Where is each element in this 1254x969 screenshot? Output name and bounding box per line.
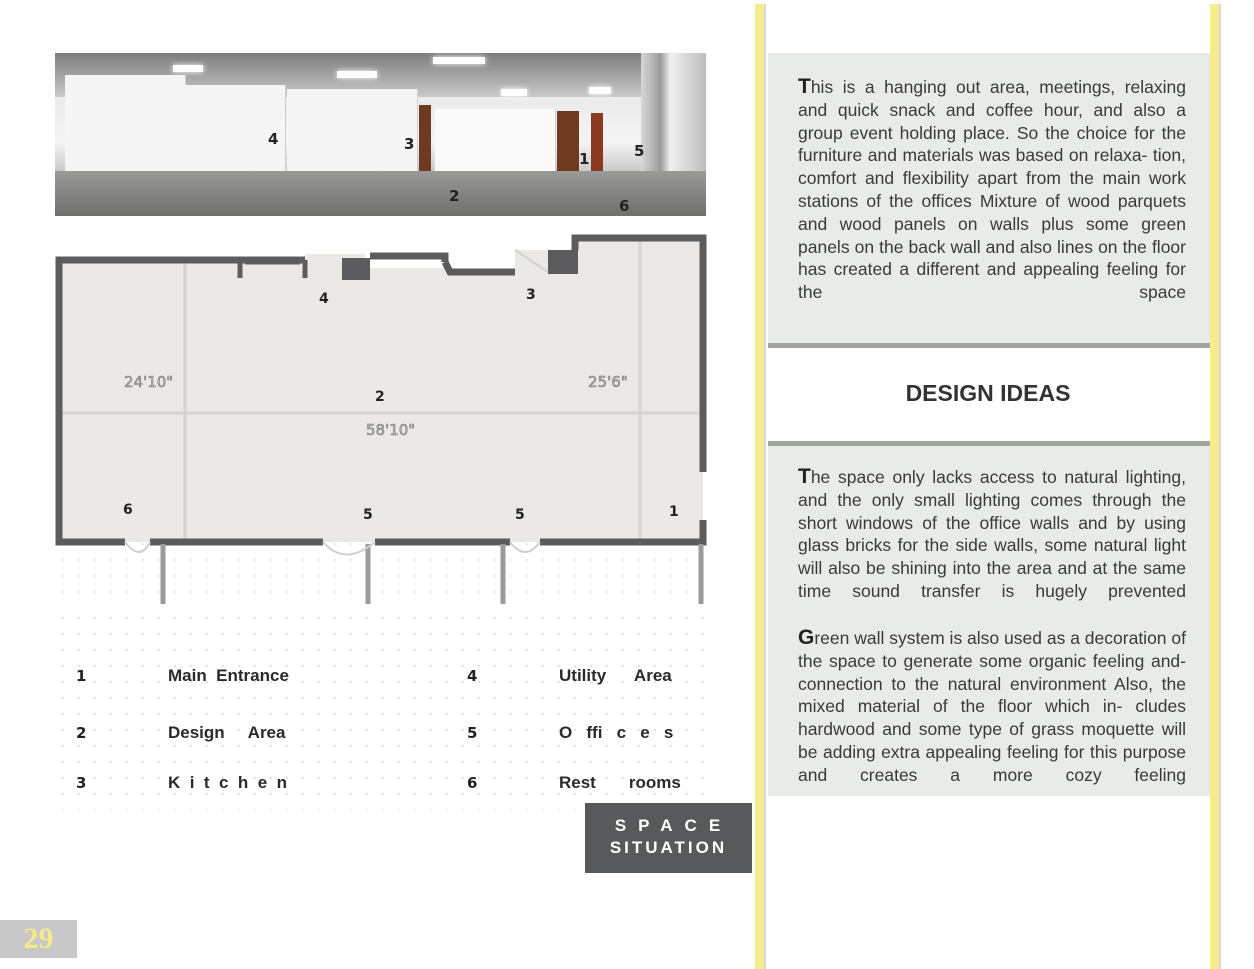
photo-label: 1 (579, 150, 590, 168)
idea-text: reen wall system is also used as a decoration of the space to generate some organic feeling and- connection to the natural environment Also, the mixed material of the floor which in- cludes hardwood and some type of grass moquette will be adding extra appealing feeling for this purpose and creates a more cozy feeling (798, 628, 1186, 785)
design-ideas-title: DESIGN IDEAS (905, 380, 1071, 406)
plan-label: 1 (669, 504, 679, 520)
ceiling-light (433, 57, 485, 64)
ceiling-light (501, 89, 527, 96)
plan-label: 2 (375, 389, 385, 405)
plan-wall (445, 262, 515, 272)
idea-text: he space only lacks access to natural lighting, and the only small lighting comes through the short windows of the office walls and by using glass bricks for the side walls, some natural light will also be shining into the area and at the same time sound transfer is hugely prevented (798, 467, 1186, 601)
drop-initial: T (798, 465, 811, 488)
photo-label: 4 (268, 130, 279, 148)
legend-number: 6 (467, 774, 478, 792)
floor-plan-drawing (55, 232, 710, 607)
yellow-stripe-left (755, 4, 764, 969)
photo-kitchen-wall (435, 109, 556, 171)
legend-label: Rest rooms (559, 773, 681, 792)
ceiling-light (337, 71, 377, 78)
intro-text: his is a hanging out area, meetings, relaxing and quick snack and coffee hour, and also a group event holding place. So the choice for the furniture and materials was based on relaxa- tion, comfort and flexibility apart from the main work stations of the offices Mixture of wood parquets and wood panels on walls plus some green panels on the back wall and also lines on the floor has created a different and appealing feeling for the space (798, 77, 1186, 303)
plan-label: 5 (363, 507, 373, 523)
idea-paragraph (798, 466, 1186, 603)
legend-number: 2 (76, 724, 87, 742)
photo-floor (55, 171, 706, 216)
plan-label: 6 (123, 502, 133, 518)
floor-plan (55, 232, 710, 607)
section-label-line1: SPACE (614, 816, 733, 835)
plan-label: 3 (526, 287, 536, 303)
plan-column (342, 258, 370, 280)
photo-label: 3 (404, 135, 415, 153)
divider-line (768, 343, 1210, 348)
legend-label: K i t c h e n (168, 773, 288, 792)
legend-number: 3 (76, 774, 87, 792)
photo-label: 2 (449, 187, 460, 205)
legend-number: 4 (467, 667, 478, 685)
plan-dimension-length: 58'10" (366, 421, 416, 439)
space-photo (55, 53, 706, 216)
legend-label: Main Entrance (168, 666, 289, 685)
plan-surroundings (55, 542, 710, 607)
drop-initial: T (798, 75, 811, 98)
page-number: 29 (0, 920, 77, 958)
idea-paragraph (798, 627, 1186, 787)
column-divider (764, 4, 766, 969)
photo-door (419, 105, 431, 171)
intro-paragraph (798, 76, 1186, 304)
photo-door (557, 111, 579, 173)
ceiling-light (173, 65, 203, 72)
legend-number: 1 (76, 667, 87, 685)
legend-label: Design Area (168, 723, 286, 742)
column-divider (1219, 4, 1221, 969)
legend-number: 5 (467, 724, 478, 742)
photo-door (591, 113, 603, 171)
plan-wall (370, 256, 445, 262)
section-label-line2: SITUATION (609, 838, 728, 857)
plan-column (548, 250, 578, 274)
plan-label: 4 (319, 291, 329, 307)
photo-label: 5 (634, 142, 645, 160)
photo-wall (287, 89, 418, 183)
plan-dimension-left: 24'10" (124, 373, 174, 391)
drop-initial: G (798, 626, 815, 649)
legend-label: Utility Area (559, 666, 672, 685)
legend-label: O ffi c e s (559, 723, 674, 742)
section-label (585, 803, 752, 873)
photo-label: 6 (619, 197, 630, 215)
plan-label: 5 (515, 507, 525, 523)
ceiling-light (589, 87, 611, 94)
yellow-stripe-right (1210, 4, 1219, 969)
plan-legend (55, 610, 710, 810)
plan-dimension-right: 25'6" (588, 373, 628, 391)
